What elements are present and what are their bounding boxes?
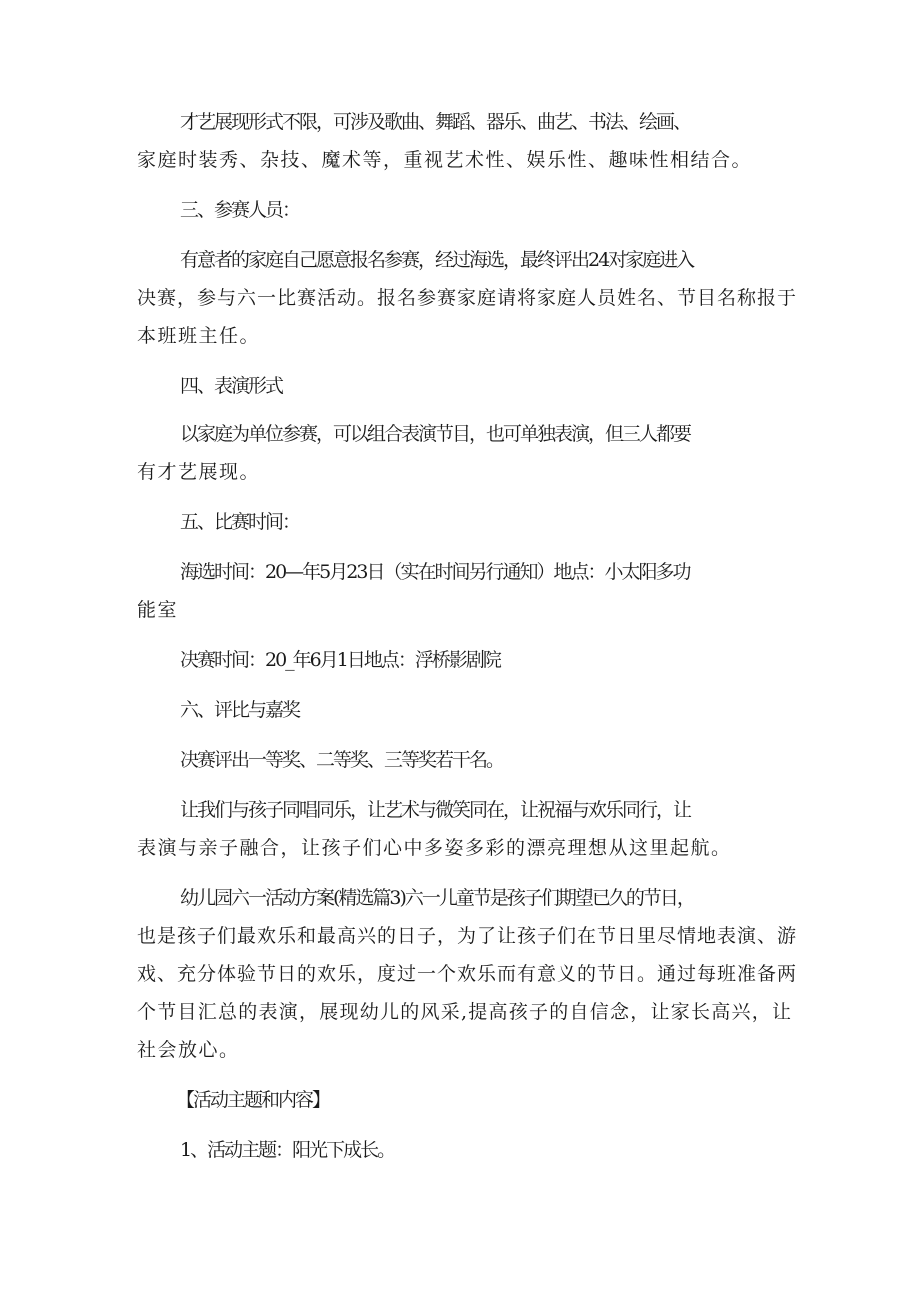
- paragraph-line: 个节目汇总的表演，展现幼儿的风采,提高孩子的自信念，让家长高兴，让: [137, 1001, 793, 1023]
- paragraph-line: 表演与亲子融合，让孩子们心中多姿多彩的漂亮理想从这里起航。: [137, 837, 732, 859]
- paragraph-line: 有才艺展现。: [137, 461, 261, 483]
- paragraph-line: 能室: [137, 599, 179, 621]
- section-heading: 六、评比与嘉奖: [180, 699, 300, 721]
- paragraph-line: 决赛时间：20_年6月1日地点：浮桥影剧院: [180, 649, 500, 671]
- section-heading: 【活动主题和内容】: [176, 1089, 330, 1111]
- section-heading: 三、参赛人员：: [180, 199, 300, 221]
- paragraph-line: 让我们与孩子同唱同乐，让艺术与微笑同在，让祝福与欢乐同行，让: [180, 799, 691, 821]
- section-heading: 四、表演形式: [180, 375, 283, 397]
- paragraph-line: 1、活动主题：阳光下成长。: [180, 1139, 395, 1161]
- paragraph-line: 戏、充分体验节日的欢乐，度过一个欢乐而有意义的节日。通过每班准备两: [137, 963, 798, 985]
- paragraph-line: 有意者的家庭自己愿意报名参赛，经过海选，最终评出24对家庭进入: [180, 249, 694, 271]
- paragraph-line: 决赛评出一等奖、二等奖、三等奖若干名。: [180, 749, 504, 771]
- paragraph-line: 才艺展现形式不限，可涉及歌曲、舞蹈、器乐、曲艺、书法、绘画、: [180, 111, 691, 133]
- paragraph-line: 决赛，参与六一比赛活动。报名参赛家庭请将家庭人员姓名、节目名称报于: [137, 287, 798, 309]
- paragraph-line: 本班班主任。: [137, 325, 261, 347]
- section-heading: 五、比赛时间：: [180, 511, 300, 533]
- paragraph-line: 也是孩子们最欢乐和最高兴的日子，为了让孩子们在节日里尽情地表演、游: [137, 925, 798, 947]
- paragraph-line: 家庭时装秀、杂技、魔术等，重视艺术性、娱乐性、趣味性相结合。: [137, 149, 753, 171]
- paragraph-line: 海选时间：20—年5月23日（实在时间另行通知）地点：小太阳多功: [180, 561, 690, 583]
- paragraph-line: 社会放心。: [137, 1039, 240, 1061]
- paragraph-line: 幼儿园六一活动方案(精选篇3)六一儿童节是孩子们期望已久的节日，: [180, 887, 694, 909]
- paragraph-line: 以家庭为单位参赛，可以组合表演节目，也可单独表演，但三人都要: [180, 423, 691, 445]
